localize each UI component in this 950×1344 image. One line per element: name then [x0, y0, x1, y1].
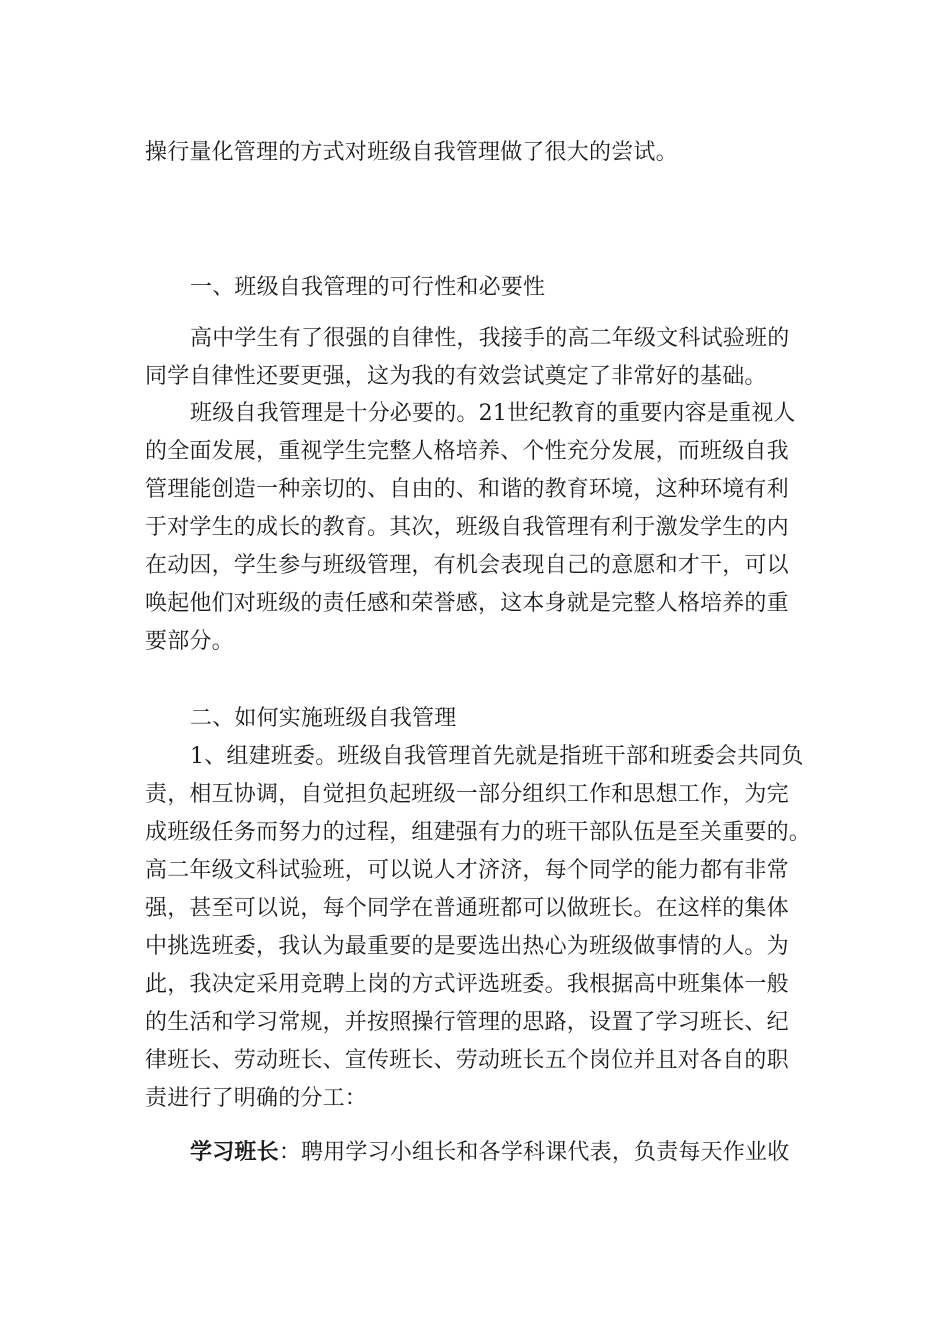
paragraph-line: 要部分。 [145, 629, 234, 654]
paragraph-line: 管理能创造一种亲切的、自由的、和谐的教育环境，这种环境有利 [145, 477, 789, 502]
paragraph-line: 此，我决定采用竞聘上岗的方式评选班委。我根据高中班集体一般 [145, 972, 789, 997]
paragraph-line: 律班长、劳动班长、宣传班长、劳动班长五个岗位并且对各自的职 [145, 1048, 789, 1073]
paragraph-line: 在动因，学生参与班级管理，有机会表现自己的意愿和才干，可以 [145, 553, 789, 578]
role-term: 学习班长 [190, 1139, 279, 1165]
paragraph-line: 唤起他们对班级的责任感和荣誉感，这本身就是完整人格培养的重 [145, 591, 789, 616]
paragraph-line: 中挑选班委，我认为最重要的是要选出热心为班级做事情的人。为 [145, 934, 789, 959]
paragraph-line: 高中学生有了很强的自律性，我接手的高二年级文科试验班的 [190, 326, 790, 351]
section-heading: 二、如何实施班级自我管理 [190, 706, 457, 731]
paragraph-line: 强，甚至可以说，每个同学在普通班都可以做班长。在这样的集体 [145, 896, 789, 921]
role-description: ：聘用学习小组长和各学科课代表，负责每天作业收 [278, 1140, 790, 1165]
paragraph-line: 班级自我管理是十分必要的。21世纪教育的重要内容是重视人 [190, 401, 796, 426]
paragraph-line: 高二年级文科试验班，可以说人才济济，每个同学的能力都有非常 [145, 858, 789, 883]
paragraph-line: 于对学生的成长的教育。其次，班级自我管理有利于激发学生的内 [145, 515, 789, 540]
paragraph-line: 1、组建班委。班级自我管理首先就是指班干部和班委会共同负 [190, 744, 804, 769]
role-description-line [190, 1137, 815, 1167]
paragraph-line: 责，相互协调，自觉担负起班级一部分组织工作和思想工作，为完 [145, 782, 789, 807]
paragraph-line: 操行量化管理的方式对班级自我管理做了很大的尝试。 [145, 140, 678, 165]
paragraph-line: 的生活和学习常规，并按照操行管理的思路，设置了学习班长、纪 [145, 1010, 789, 1035]
section-heading: 一、班级自我管理的可行性和必要性 [190, 275, 546, 300]
paragraph-line: 同学自律性还要更强，这为我的有效尝试奠定了非常好的基础。 [145, 364, 767, 389]
paragraph-line: 成班级任务而努力的过程，组建强有力的班干部队伍是至关重要的。 [145, 820, 812, 845]
paragraph-line: 的全面发展，重视学生完整人格培养、个性充分发展，而班级自我 [145, 439, 789, 464]
paragraph-line: 责进行了明确的分工： [145, 1086, 368, 1111]
